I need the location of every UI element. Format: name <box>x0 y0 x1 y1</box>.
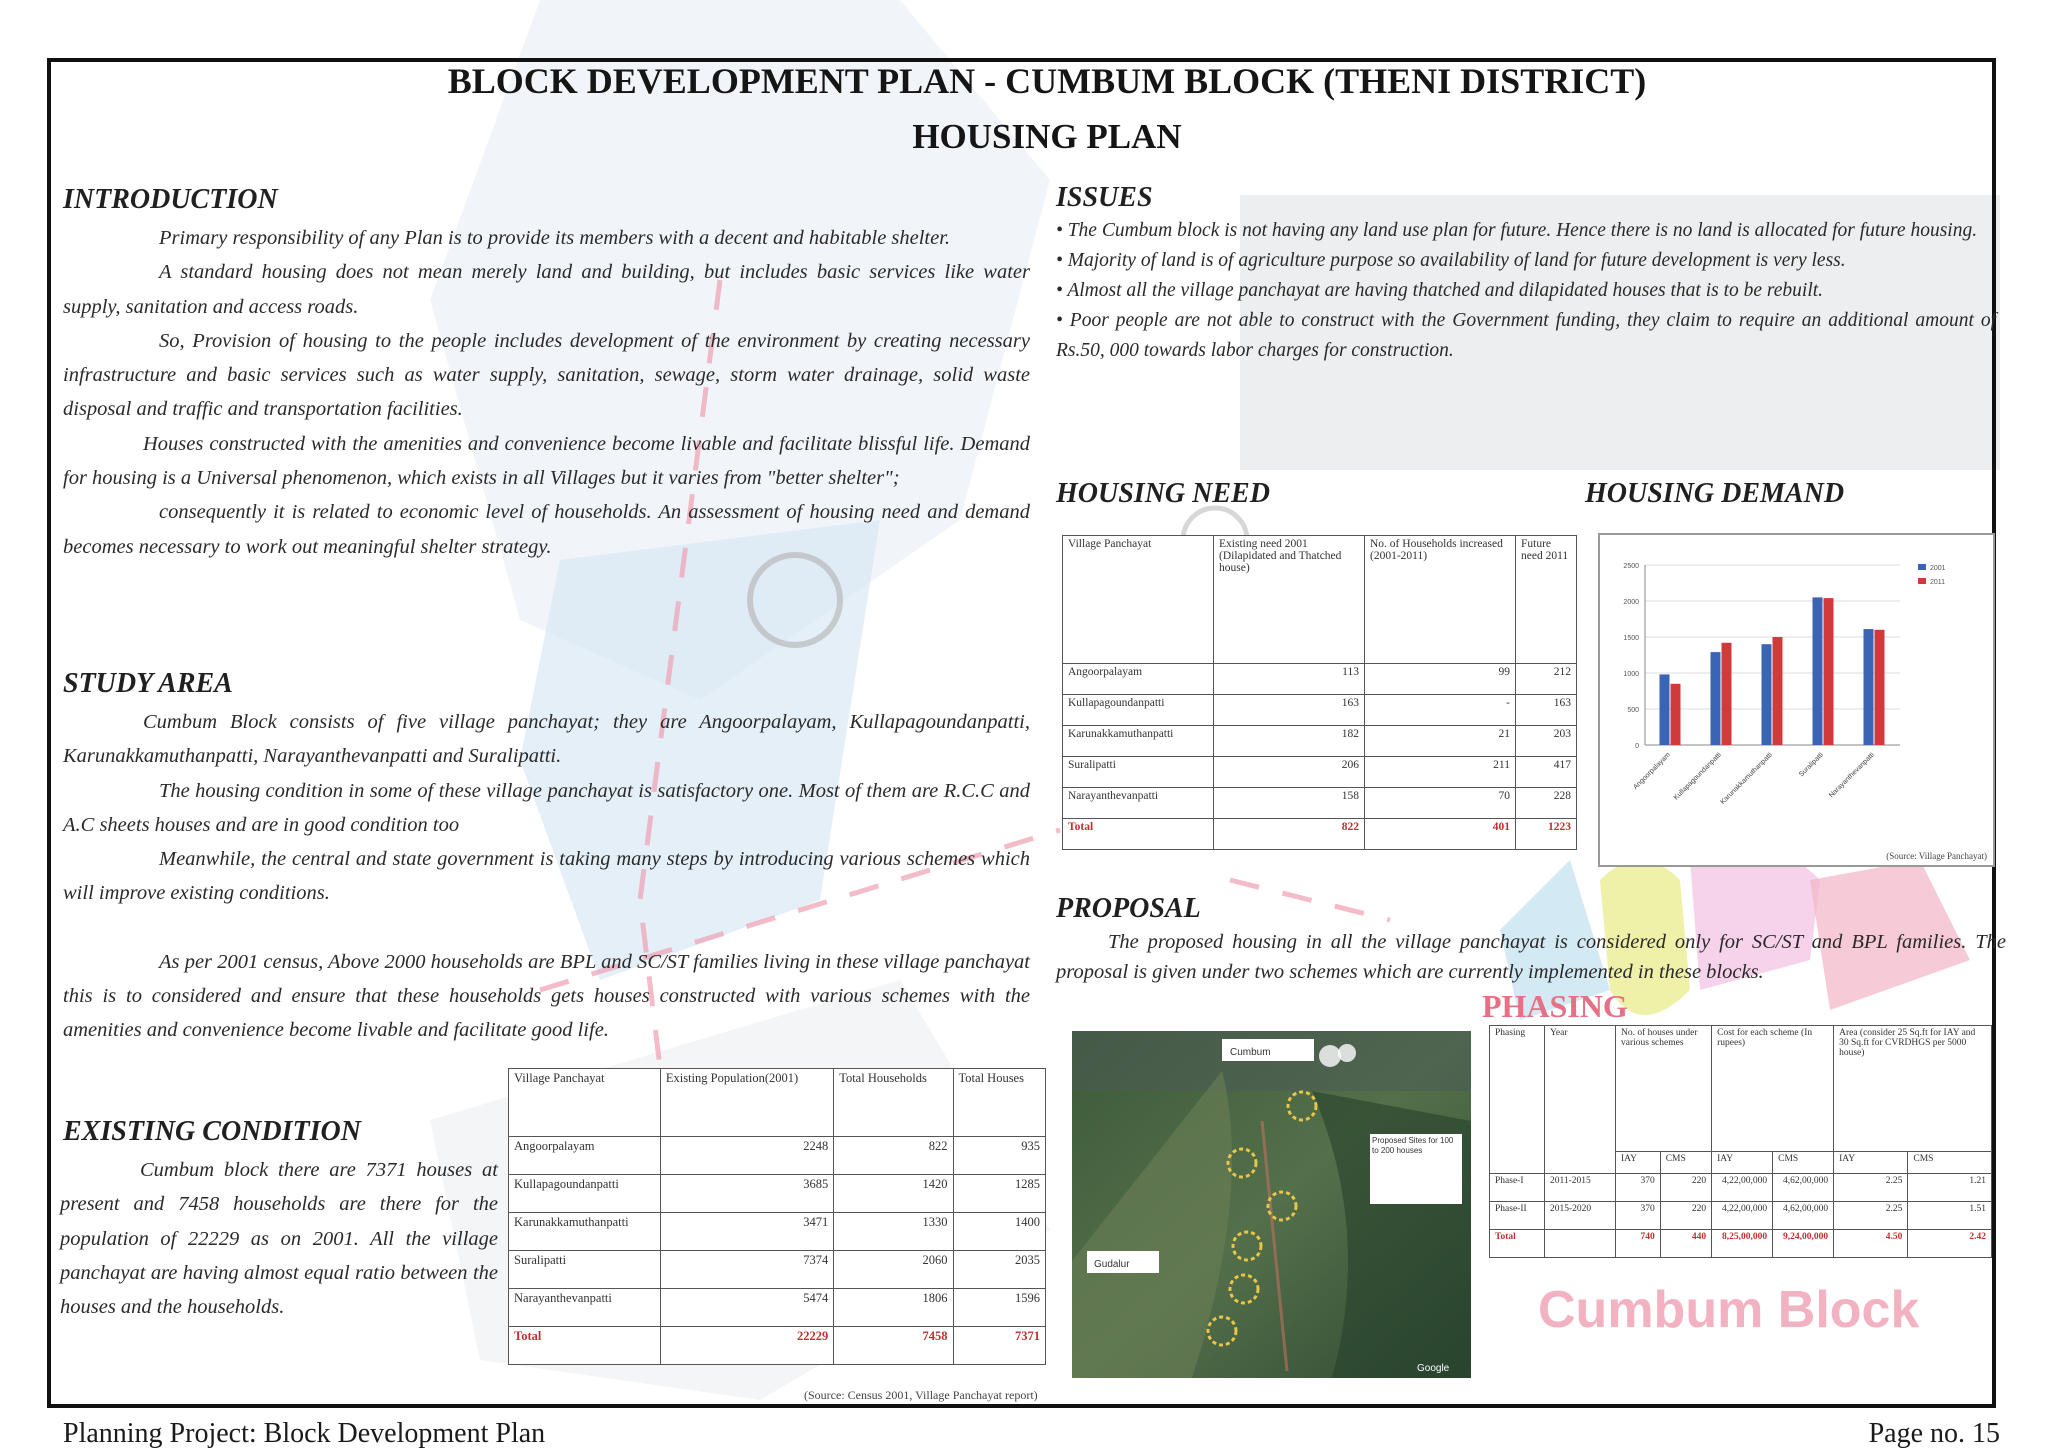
chart-legend-label: 2001 <box>1930 565 1946 572</box>
chart-bar <box>1660 674 1670 745</box>
table-cell: 211 <box>1365 757 1516 788</box>
map-label-right: Proposed Sites for 100 to 200 houses <box>1372 1136 1454 1155</box>
chart-source-note: (Source: Village Panchayat) <box>1886 851 1987 861</box>
table-cell: 4,22,00,000 <box>1712 1202 1773 1230</box>
table-cell: 1330 <box>834 1213 953 1251</box>
introduction-paragraph: A standard housing does not mean merely land and building, but includes basic services like water supply, sanitation and access roads. <box>63 261 1030 318</box>
table-row <box>509 1213 1046 1251</box>
table-cell: 1.21 <box>1908 1174 1992 1202</box>
existing-condition-paragraph: Cumbum block there are 7371 houses at present and 7458 households are there for the population of 22229 as on 2001. All the village panchayat are having almost equal ratio between the houses and the households. <box>60 1159 498 1319</box>
table-cell: 2015-2020 <box>1545 1202 1616 1230</box>
housing-need-heading: HOUSING NEED <box>1056 478 1270 509</box>
table-row <box>1063 757 1577 788</box>
chart-x-tick-label: Angoorpalayam <box>1632 751 1672 792</box>
table-cell: 2035 <box>953 1251 1045 1289</box>
table-cell: Karunakkamuthanpatti <box>1063 726 1214 757</box>
chart-legend-swatch <box>1918 578 1926 584</box>
table-row <box>1063 726 1577 757</box>
table-row <box>1490 1202 1992 1230</box>
chart-y-tick-label: 1000 <box>1623 671 1639 678</box>
table-cell: 4,22,00,000 <box>1712 1174 1773 1202</box>
table-cell: 22229 <box>660 1327 833 1365</box>
table-cell: 1420 <box>834 1175 953 1213</box>
phasing-title: PHASING <box>1482 988 1628 1024</box>
table-header: Area (consider 25 Sq.ft for IAY and 30 Sq.ft for CVRDHGS per 5000 house) <box>1834 1026 1992 1152</box>
footer-page-number: Page no. 15 <box>1868 1418 2000 1449</box>
table-cell: 2.25 <box>1834 1202 1908 1230</box>
table-subheader: IAY <box>1712 1152 1773 1174</box>
map-label-top: Cumbum <box>1230 1047 1271 1058</box>
study-area-paragraph: Meanwhile, the central and state government is taking many steps by introducing various schemes which will improve existing conditions. <box>63 848 1030 905</box>
chart-bar <box>1813 597 1823 745</box>
table-cell: 70 <box>1365 788 1516 819</box>
table-cell: 7458 <box>834 1327 953 1365</box>
existing-condition-heading: EXISTING CONDITION <box>63 1116 361 1147</box>
introduction-paragraph: consequently it is related to economic level of households. An assessment of housing need and demand becomes necessary to work out meaningful shelter strategy. <box>63 501 1030 558</box>
table-header: Year <box>1545 1026 1616 1174</box>
table-cell: 401 <box>1365 819 1516 850</box>
table-cell: 3685 <box>660 1175 833 1213</box>
table-row <box>509 1175 1046 1213</box>
table-cell: 1285 <box>953 1175 1045 1213</box>
study-area-paragraph: As per 2001 census, Above 2000 households are BPL and SC/ST families living in these village panchayat this is to considered and ensure that these households gets houses constructed with various schemes with the amenities and convenience become livable and facilitate good life. <box>63 950 1030 1042</box>
table-cell: Angoorpalayam <box>509 1137 661 1175</box>
table-cell: 4.50 <box>1834 1230 1908 1258</box>
existing-condition-body <box>60 1153 498 1324</box>
chart-y-tick-label: 1500 <box>1623 635 1639 642</box>
table-cell: 220 <box>1660 1174 1711 1202</box>
map-label-left: Gudalur <box>1094 1259 1130 1270</box>
satellite-map <box>1072 1031 1471 1378</box>
housing-demand-heading: HOUSING DEMAND <box>1585 478 1845 509</box>
study-area-paragraph: The housing condition in some of these village panchayat is satisfactory one. Most of them are R.C.C and A.C sheets houses and are in good condition too <box>63 779 1030 836</box>
table-cell: Suralipatti <box>509 1251 661 1289</box>
table-cell: 212 <box>1516 664 1577 695</box>
table-cell: 1.51 <box>1908 1202 1992 1230</box>
table-cell: 822 <box>834 1137 953 1175</box>
housing-demand-chart <box>1598 533 1995 867</box>
table-cell: 206 <box>1214 757 1365 788</box>
table-cell: Total <box>1490 1230 1545 1258</box>
chart-x-tick-label: Narayanthevanpatti <box>1828 751 1876 800</box>
table-cell: 99 <box>1365 664 1516 695</box>
table-subheader: CMS <box>1773 1152 1834 1174</box>
table-cell: 228 <box>1516 788 1577 819</box>
table-cell: 2060 <box>834 1251 953 1289</box>
table-cell: Suralipatti <box>1063 757 1214 788</box>
table-cell: 1223 <box>1516 819 1577 850</box>
table-cell: 2248 <box>660 1137 833 1175</box>
table-row <box>1490 1174 1992 1202</box>
introduction-paragraph: So, Provision of housing to the people includes development of the environment by creating necessary infrastructure and basic services such as water supply, sanitation, sewage, storm water drainage, solid waste disposal and traffic and transportation facilities. <box>63 329 1030 421</box>
table-row <box>1063 788 1577 819</box>
study-area-paragraph: Cumbum Block consists of five village panchayat; they are Angoorpalayam, Kullapagoundanpatti, Karunakkamuthanpatti, Narayanthevanpatti and Suralipatti. <box>63 711 1030 768</box>
table-cell: 3471 <box>660 1213 833 1251</box>
table-cell: 182 <box>1214 726 1365 757</box>
table-cell: 935 <box>953 1137 1045 1175</box>
cumbum-block-label: Cumbum Block <box>1538 1281 1920 1339</box>
study-area-heading: STUDY AREA <box>63 668 233 699</box>
issue-item: • Poor people are not able to construct with the Government funding, they claim to require an additional amount of Rs.50, 000 towards labor charges for construction. <box>1056 310 1996 361</box>
table-row <box>509 1289 1046 1327</box>
table-header: Village Panchayat <box>509 1069 661 1137</box>
chart-y-tick-label: 0 <box>1635 743 1639 750</box>
chart-legend-swatch <box>1918 564 1926 570</box>
table-cell: 417 <box>1516 757 1577 788</box>
table-header: Village Panchayat <box>1063 536 1214 664</box>
table-cell: 7371 <box>953 1327 1045 1365</box>
existing-condition-table <box>508 1068 1046 1365</box>
table-cell: 7374 <box>660 1251 833 1289</box>
proposal-paragraph: The proposed housing in all the village panchayat is considered only for SC/ST and BPL families. The proposal is given under two schemes which are currently implemented in these blocks. <box>1056 931 2006 983</box>
table-cell: 4,62,00,000 <box>1773 1174 1834 1202</box>
table-header: Total Households <box>834 1069 953 1137</box>
chart-y-tick-label: 2500 <box>1623 563 1639 570</box>
table-subheader: IAY <box>1834 1152 1908 1174</box>
table-cell: 5474 <box>660 1289 833 1327</box>
table-subheader: CMS <box>1908 1152 1992 1174</box>
table-cell: 1400 <box>953 1213 1045 1251</box>
chart-bar <box>1824 598 1834 745</box>
table-cell: 1806 <box>834 1289 953 1327</box>
table-cell: 21 <box>1365 726 1516 757</box>
table-total-row <box>1490 1230 1992 1258</box>
issue-item: • Almost all the village panchayat are having thatched and dilapidated houses that is to be rebuilt. <box>1056 280 1824 301</box>
table-cell: Narayanthevanpatti <box>509 1289 661 1327</box>
table-cell: Phase-II <box>1490 1202 1545 1230</box>
table-header: No. of Households increased (2001-2011) <box>1365 536 1516 664</box>
chart-y-tick-label: 500 <box>1627 707 1639 714</box>
chart-bar <box>1711 652 1721 745</box>
table-row <box>1063 664 1577 695</box>
table-source-note: (Source: Census 2001, Village Panchayat report) <box>804 1388 1038 1402</box>
table-total-row <box>1063 819 1577 850</box>
chart-bar <box>1722 643 1732 745</box>
table-cell: 163 <box>1516 695 1577 726</box>
table-subheader: CMS <box>1660 1152 1711 1174</box>
table-cell: Kullapagoundanpatti <box>509 1175 661 1213</box>
table-cell: 440 <box>1660 1230 1711 1258</box>
table-row <box>1063 695 1577 726</box>
table-header: Future need 2011 <box>1516 536 1577 664</box>
table-cell: 4,62,00,000 <box>1773 1202 1834 1230</box>
table-cell: 370 <box>1616 1174 1661 1202</box>
table-cell: Total <box>1063 819 1214 850</box>
introduction-body <box>63 221 1030 564</box>
proposal-heading: PROPOSAL <box>1056 893 1201 924</box>
table-header: Total Houses <box>953 1069 1045 1137</box>
chart-x-tick-label: Suralipatti <box>1797 751 1825 779</box>
table-cell <box>1545 1230 1616 1258</box>
chart-y-tick-label: 2000 <box>1623 599 1639 606</box>
introduction-paragraph: Houses constructed with the amenities and convenience become livable and facilitate blissful life. Demand for housing is a Universal phenomenon, which exists in all Villages but it varies from "better shelter"; <box>63 432 1030 490</box>
table-cell: 113 <box>1214 664 1365 695</box>
table-header: Existing Population(2001) <box>660 1069 833 1137</box>
table-row <box>509 1137 1046 1175</box>
table-cell: 8,25,00,000 <box>1712 1230 1773 1258</box>
proposal-body <box>1056 927 2006 987</box>
housing-demand-chart-svg <box>1600 535 1993 865</box>
table-cell: 822 <box>1214 819 1365 850</box>
issue-item: • Majority of land is of agriculture purpose so availability of land for future development is very less. <box>1056 250 1846 271</box>
table-cell: 9,24,00,000 <box>1773 1230 1834 1258</box>
page-title: BLOCK DEVELOPMENT PLAN - CUMBUM BLOCK (THENI DISTRICT) <box>447 61 1647 101</box>
table-cell: 2.25 <box>1834 1174 1908 1202</box>
table-cell: Angoorpalayam <box>1063 664 1214 695</box>
issue-item: • The Cumbum block is not having any land use plan for future. Hence there is no land is allocated for future housing. <box>1056 220 1978 241</box>
table-cell: 158 <box>1214 788 1365 819</box>
chart-bar <box>1773 637 1783 745</box>
table-cell: 220 <box>1660 1202 1711 1230</box>
study-area-body <box>63 705 1030 1048</box>
table-subheader: IAY <box>1616 1152 1661 1174</box>
table-total-row <box>509 1327 1046 1365</box>
table-header: Phasing <box>1490 1026 1545 1174</box>
table-row <box>509 1251 1046 1289</box>
table-cell: 2.42 <box>1908 1230 1992 1258</box>
table-cell: 163 <box>1214 695 1365 726</box>
table-cell: 2011-2015 <box>1545 1174 1616 1202</box>
chart-bar <box>1864 629 1874 745</box>
satellite-map-image <box>1072 1031 1471 1378</box>
introduction-paragraph: Primary responsibility of any Plan is to provide its members with a decent and habitable shelter. <box>159 227 951 249</box>
page-subtitle: HOUSING PLAN <box>912 117 1182 156</box>
table-header: Existing need 2001 (Dilapidated and Thatched house) <box>1214 536 1365 664</box>
chart-bar <box>1671 684 1681 745</box>
table-cell: Kullapagoundanpatti <box>1063 695 1214 726</box>
issues-list <box>1056 216 1996 366</box>
housing-need-table <box>1062 535 1577 850</box>
table-cell: Phase-I <box>1490 1174 1545 1202</box>
table-cell: 740 <box>1616 1230 1661 1258</box>
chart-bar <box>1762 644 1772 745</box>
table-header: Cost for each scheme (In rupees) <box>1712 1026 1834 1152</box>
chart-x-tick-label: Kullapagoundanpatti <box>1672 751 1723 802</box>
table-cell: 1596 <box>953 1289 1045 1327</box>
table-header: No. of houses under various schemes <box>1616 1026 1712 1152</box>
table-cell: Narayanthevanpatti <box>1063 788 1214 819</box>
map-credit: Google <box>1417 1363 1450 1374</box>
issues-heading: ISSUES <box>1056 182 1153 213</box>
introduction-heading: INTRODUCTION <box>63 184 278 215</box>
table-cell: 370 <box>1616 1202 1661 1230</box>
table-cell: - <box>1365 695 1516 726</box>
table-cell: 203 <box>1516 726 1577 757</box>
chart-x-tick-label: Karunakkamuthanpatti <box>1719 751 1774 806</box>
phasing-table <box>1489 1025 1992 1258</box>
table-cell: Karunakkamuthanpatti <box>509 1213 661 1251</box>
footer-project: Planning Project: Block Development Plan <box>63 1418 546 1449</box>
chart-bar <box>1875 630 1885 745</box>
table-cell: Total <box>509 1327 661 1365</box>
chart-legend-label: 2011 <box>1930 579 1946 586</box>
